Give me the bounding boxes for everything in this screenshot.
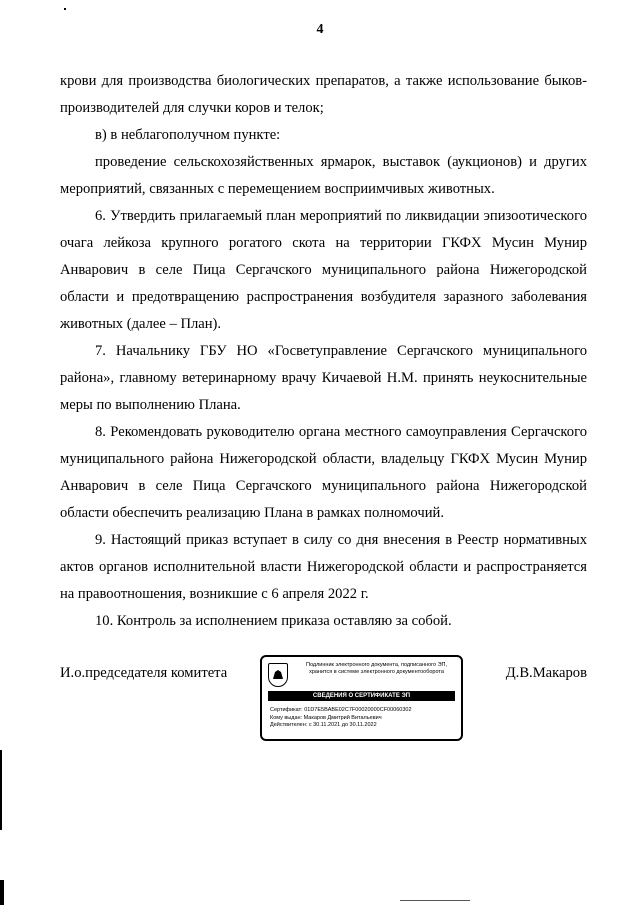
signatory-name: Д.В.Макаров — [505, 665, 587, 681]
scan-bottom-line — [400, 900, 470, 901]
paragraph-subitem-v: в) в неблагополучном пункте: — [95, 127, 281, 143]
stamp-certificate: Сертификат: 01D7E5BABE02C7F00020000CF00060302 — [270, 707, 412, 713]
stamp-header: СВЕДЕНИЯ О СЕРТИФИКАТЕ ЭП — [268, 691, 455, 701]
signatory-position: И.о.председателя комитета — [60, 665, 228, 681]
electronic-signature-stamp — [260, 655, 463, 741]
paragraph-continuation: крови для производства биологических препаратов, а также использование быков-производителей для случки коров и телок; — [60, 73, 587, 116]
scan-edge-mark — [0, 750, 2, 830]
page-number: 4 — [316, 22, 324, 37]
scan-speck — [64, 8, 66, 10]
stamp-details — [270, 707, 412, 730]
paragraph-item-7: 7. Начальнику ГБУ НО «Госветуправление Сергачского муниципального района», главному ветеринарному врачу Кичаевой Н.М. принять неукоснительные меры по выполнению Плана. — [60, 343, 587, 413]
paragraph-item-10: 10. Контроль за исполнением приказа оставляю за собой. — [95, 613, 452, 629]
paragraph-item-9: 9. Настоящий приказ вступает в силу со дня внесения в Реестр нормативных актов органов исполнительной власти Нижегородской области и распространяется на правоотношения, возникшие с 6 апреля 2022 г. — [60, 532, 587, 602]
stamp-validity: Действителен: с 30.11.2021 до 30.11.2022 — [270, 722, 377, 728]
scan-edge-mark-bottom — [0, 880, 4, 905]
stamp-owner: Кому выдан: Макаров Дмитрий Витальевич — [270, 714, 382, 721]
signature-block — [60, 655, 587, 745]
coat-of-arms-icon — [268, 663, 288, 687]
document-body — [60, 68, 587, 635]
paragraph-item-6: 6. Утвердить прилагаемый план мероприятий по ликвидации эпизоотического очага лейкоза крупного рогатого скота на территории ГКФХ Мусин Мунир Анварович в селе Пица Сергачского муниципального района Нижегородской области и предотвращению распространения возбудителя заразного заболевания животных (далее – План). — [60, 208, 587, 332]
paragraph-fairs: проведение сельскохозяйственных ярмарок, выставок (аукционов) и других мероприятий, связанных с перемещением восприимчивых животных. — [60, 154, 587, 197]
paragraph-item-8: 8. Рекомендовать руководителю органа местного самоуправления Сергачского муниципального района Нижегородской области, владельцу ГКФХ Мусин Мунир Анварович в селе Пица Сергачского муниципального района Нижегородской области обеспечить реализацию Плана в рамках полномочий. — [60, 424, 587, 521]
stamp-note: Подлинник электронного документа, подписанного ЭП, хранится в системе электронного документооборота — [305, 662, 448, 675]
